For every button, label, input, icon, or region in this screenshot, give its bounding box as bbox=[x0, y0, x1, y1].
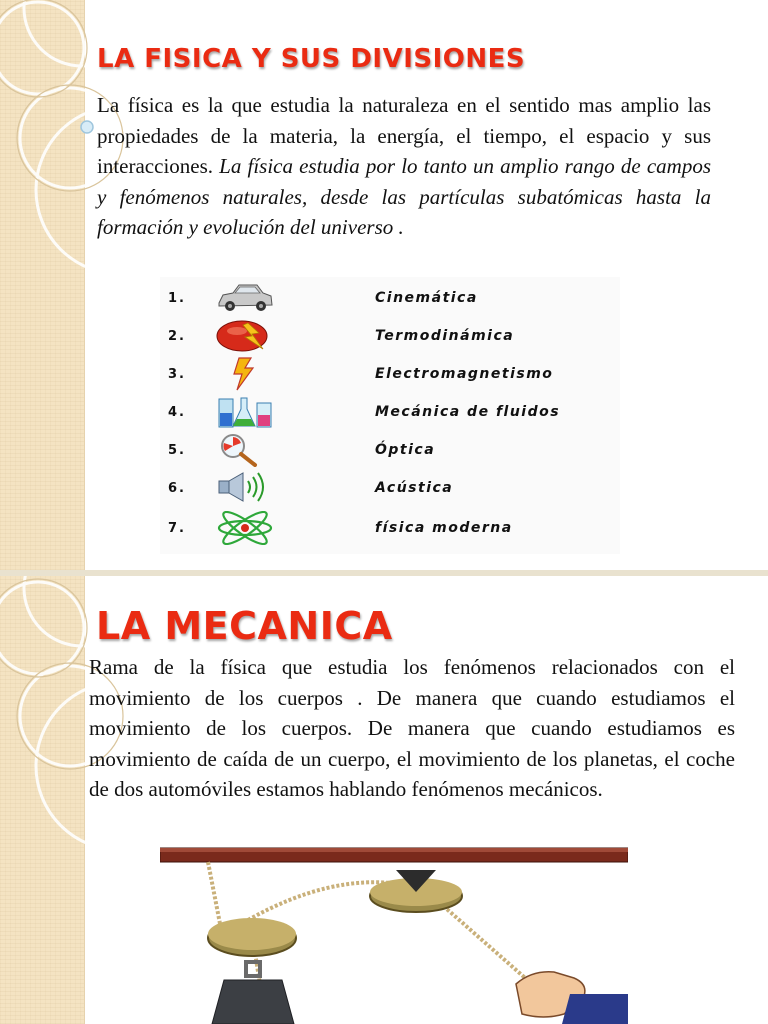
branch-number: 3. bbox=[168, 367, 186, 382]
branch-number: 5. bbox=[168, 443, 186, 458]
atom-icon bbox=[215, 511, 275, 545]
pulley-illustration bbox=[160, 844, 628, 1024]
branch-number: 6. bbox=[168, 481, 186, 496]
lightning-icon bbox=[215, 357, 275, 391]
list-item bbox=[160, 355, 620, 392]
intro-text: La física es la que estudia la naturaleza en el sentido mas amplio las propiedades de la materia, la energía, el tiempo, el espacio y sus interacciones. bbox=[97, 93, 711, 178]
mechanics-paragraph: Rama de la física que estudia los fenómenos relacionados con el movimiento de los cuerpos . De manera que cuando estudiamos el movimiento de los cuerpos. De manera que cuando estudiamos es movimiento de caída de un cuerpo, el movimiento de los planetas, el coche de dos automóviles estamos hablando fenómenos mecánicos. bbox=[89, 655, 735, 801]
branch-number: 1. bbox=[168, 291, 186, 306]
list-item bbox=[160, 317, 620, 354]
magnifier-icon bbox=[215, 433, 275, 467]
list-item bbox=[160, 393, 620, 430]
list-item bbox=[160, 469, 620, 506]
intro-paragraph bbox=[97, 90, 711, 243]
branch-number: 7. bbox=[168, 521, 186, 536]
branch-label: Electromagnetismo bbox=[375, 366, 554, 382]
branch-label: Óptica bbox=[375, 442, 436, 458]
branches-list bbox=[160, 277, 620, 554]
car-icon bbox=[215, 281, 275, 315]
thermo-burst-icon bbox=[215, 319, 275, 353]
branch-label: Termodinámica bbox=[375, 328, 515, 344]
intro-text-italic: La física estudia por lo tanto un amplio rango de campos y fenómenos naturales, desde las partículas subatómicas hasta la formación y evolución del universo . bbox=[97, 154, 712, 239]
section-title: LA MECANICA bbox=[96, 604, 393, 648]
branch-label: Mecánica de fluidos bbox=[375, 404, 561, 420]
branch-label: Acústica bbox=[375, 480, 454, 496]
list-item bbox=[160, 279, 620, 316]
speaker-icon bbox=[215, 471, 275, 505]
list-item bbox=[160, 509, 620, 546]
page-title: LA FISICA Y SUS DIVISIONES bbox=[97, 44, 526, 74]
branch-label: Cinemática bbox=[375, 290, 478, 306]
branch-label: física moderna bbox=[375, 520, 513, 536]
list-item bbox=[160, 431, 620, 468]
branch-number: 4. bbox=[168, 405, 186, 420]
flask-beaker-icon bbox=[215, 395, 275, 429]
branch-number: 2. bbox=[168, 329, 186, 344]
